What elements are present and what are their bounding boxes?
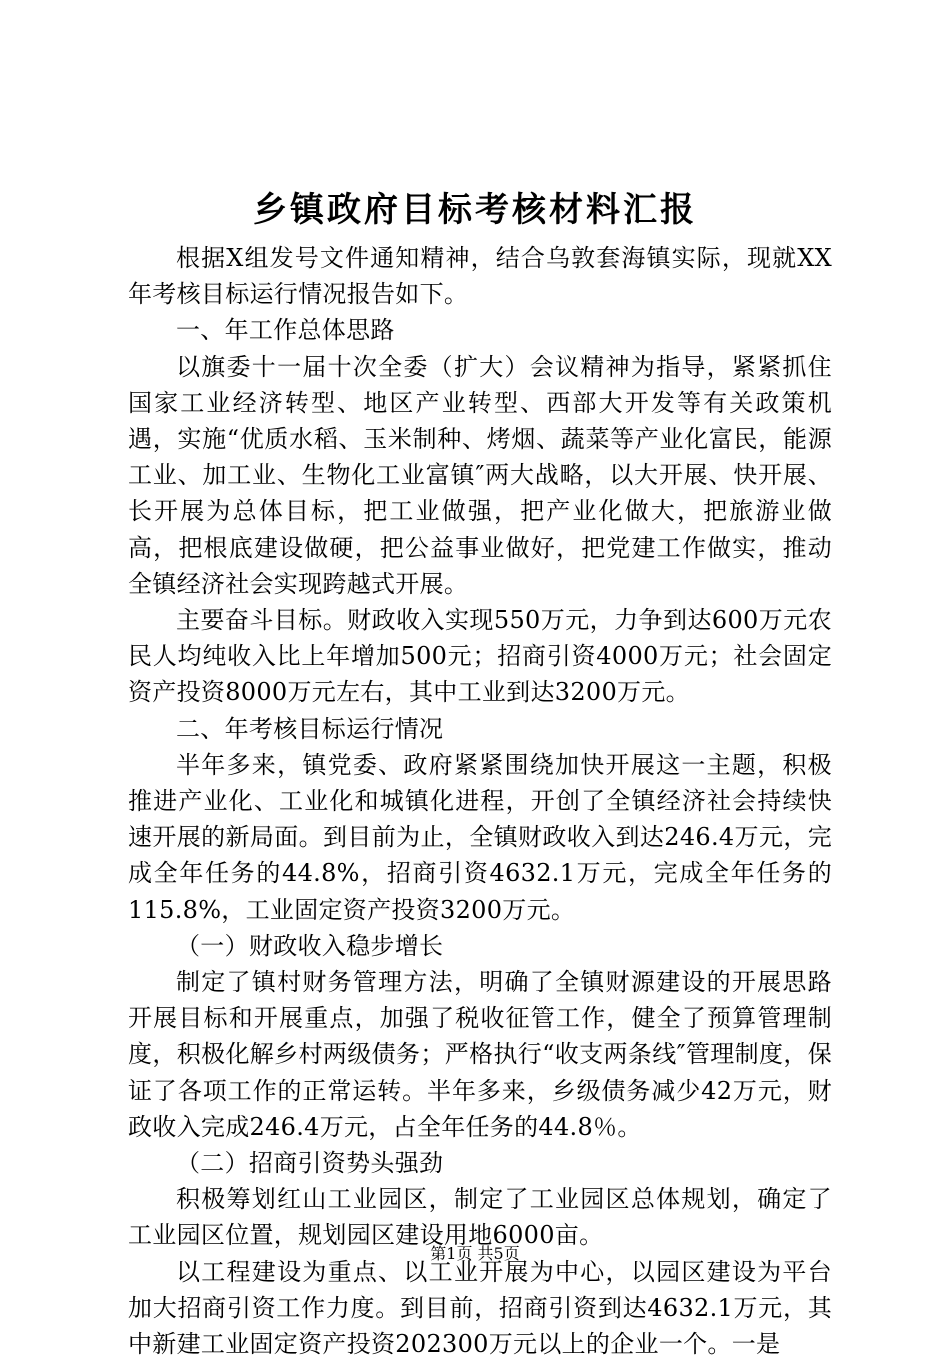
paragraph-intro: 根据X组发号文件通知精神，结合乌敦套海镇实际，现就XX年考核目标运行情况报告如下。 — [128, 244, 832, 309]
document-body — [128, 240, 832, 1362]
paragraph-main-goals: 主要奋斗目标。财政收入实现550万元，力争到达600万元农民人均纯收入比上年增加500元；招商引资4000万元；社会固定资产投资8000万元左右，其中工业到达3200万元。 — [128, 606, 832, 707]
subsection-heading-2: （二）招商引资势头强劲 — [176, 1149, 444, 1178]
page-footer: 第1页 共5页 — [430, 1244, 520, 1263]
paragraph-investment: 以工程建设为重点、以工业开展为中心，以园区建设为平台加大招商引资工作力度。到目前，招商引资到达4632.1万元，其中新建工业固定资产投资202300万元以上的企业一个。一是 — [128, 1257, 832, 1359]
paragraph-industrial-park: 积极筹划红山工业园区，制定了工业园区总体规划，确定了工业园区位置，规划园区建设用地6000亩。 — [128, 1185, 832, 1250]
section-heading-2: 二、年考核目标运行情况 — [176, 714, 444, 743]
subsection-heading-1: （一）财政收入稳步增长 — [176, 931, 444, 960]
paragraph-finance: 制定了镇村财务管理方法，明确了全镇财源建设的开展思路开展目标和开展重点，加强了税收征管工作，健全了预算管理制度，积极化解乡村两级债务；严格执行“收支两条线″管理制度，保证了各项工作的正常运转。半年多来，乡级债务减少42万元，财政收入完成246.4万元，占全年任务的44.8％。 — [128, 968, 832, 1141]
paragraph-overall-ideas: 以旗委十一届十次全委（扩大）会议精神为指导，紧紧抓住国家工业经济转型、地区产业转型、西部大开发等有关政策机遇，实施“优质水稻、玉米制种、烤烟、蔬菜等产业化富民，能源工业、加工业、生物化工业富镇″两大战略，以大开展、快开展、长开展为总体目标，把工业做强，把产业化做大，把旅游业做高，把根底建设做硬，把公益事业做好，把党建工作做实，推动全镇经济社会实现跨越式开展。 — [128, 352, 832, 598]
document-title: 乡镇政府目标考核材料汇报 — [253, 190, 697, 230]
paragraph-progress: 半年多来，镇党委、政府紧紧围绕加快开展这一主题，积极推进产业化、工业化和城镇化进程，开创了全镇经济社会持续快速开展的新局面。到目前为止，全镇财政收入到达246.4万元，完成全年任务的44.8%，招商引资4632.1万元，完成全年任务的115.8%，工业固定资产投资3200万元。 — [128, 750, 832, 924]
section-heading-1: 一、年工作总体思路 — [176, 316, 395, 345]
